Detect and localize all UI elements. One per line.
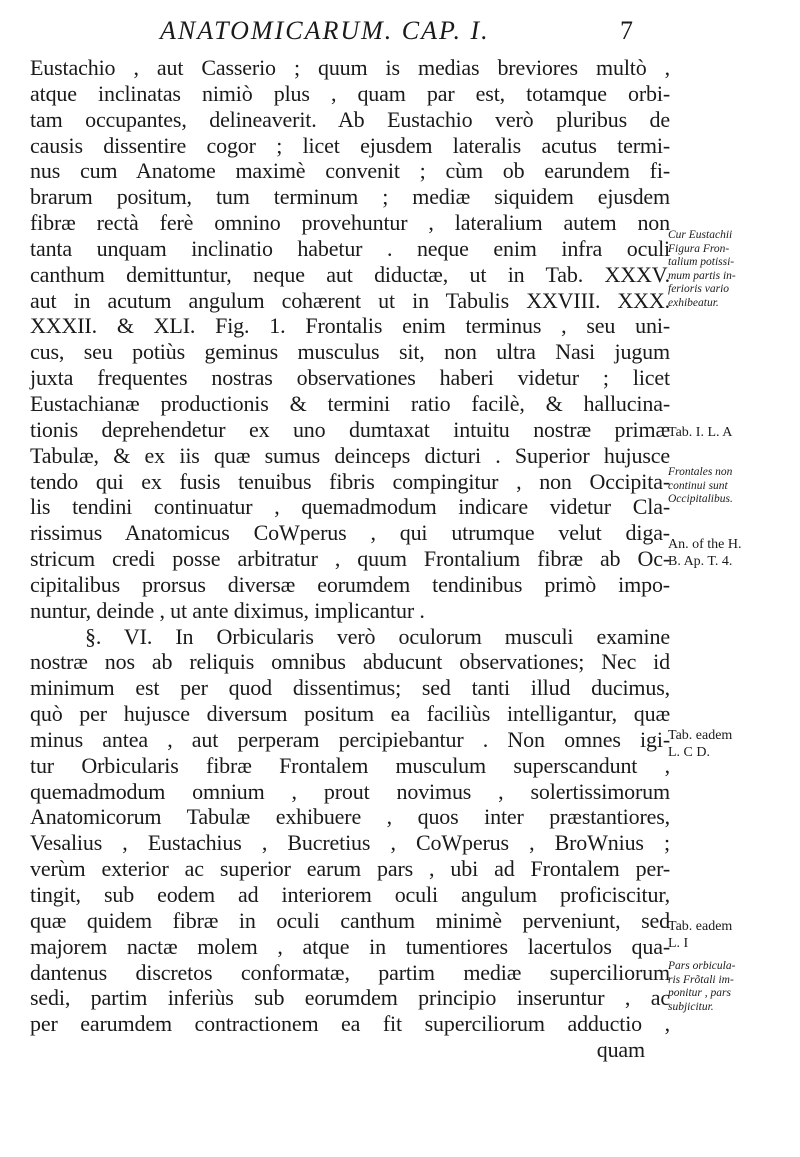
section-heading-line: §. VI. In Orbicularis verò oculorum musculi examine xyxy=(85,623,670,649)
text-line: nus cum Anatome maximè convenit ; cùm ob earundem fi- xyxy=(30,158,670,184)
text-line: minimum est per quod dissentimus; sed tanti illud ducimus, xyxy=(30,675,670,701)
text-line: aut in acutum angulum cohærent ut in Tabulis XXVIII. XXX. xyxy=(30,287,670,313)
body-text xyxy=(30,55,670,1063)
margin-note xyxy=(668,727,796,761)
text-line: tur Orbicularis fibræ Frontalem musculum superscandunt , xyxy=(30,752,670,778)
catchword: quam xyxy=(596,1037,645,1063)
margin-note xyxy=(668,229,796,310)
text-line: Anatomicorum Tabulæ exhibuere , quos inter præstantiores, xyxy=(30,804,670,830)
text-line: causis dissentire cogor ; licet ejusdem lateralis acutus termi- xyxy=(30,132,670,158)
margin-note-line: Figura Fron- xyxy=(668,242,730,255)
text-line: Tabulæ, & ex iis quæ sumus deinceps dicturi . Superior hujusce xyxy=(30,442,670,468)
text-line: sedi, partim inferiùs sub eorumdem principio inseruntur , ac xyxy=(30,985,670,1011)
margin-note xyxy=(668,918,796,952)
text-line: lis tendini continuatur , quemadmodum indicare videtur Cla- xyxy=(30,494,670,520)
text-line: cus, seu potiùs geminus musculus sit, non ultra Nasi jugum xyxy=(30,339,670,365)
margin-note-line: mum partis in- xyxy=(668,269,736,282)
margin-note-line: An. of the H. xyxy=(668,537,742,552)
text-line: tingit, sub eodem ad interiorem oculi angulum proficiscitur, xyxy=(30,882,670,907)
text-line: tionis deprehendetur ex uno dumtaxat intuitu nostræ primæ xyxy=(30,416,670,442)
text-line: XXXII. & XLI. Fig. 1. Frontalis enim terminus , seu uni- xyxy=(30,313,670,339)
text-line: juxta frequentes nostras observationes haberi videtur ; licet xyxy=(30,365,670,391)
text-line: quemadmodum omnium , prout novimus , solertissimorum xyxy=(30,778,670,804)
text-line: nostræ nos ab reliquis omnibus abducunt observationes; Nec id xyxy=(30,649,670,675)
margin-note-line: Tab. I. L. A xyxy=(668,425,733,440)
margin-note-line: L. I xyxy=(668,936,689,951)
text-line: rissimus Anatomicus CoWperus , qui utrumque velut diga- xyxy=(30,520,670,546)
text-line: Eustachianæ productionis & termini ratio facilè, & hallucina- xyxy=(30,390,670,416)
margin-note xyxy=(668,960,796,1014)
text-line: verùm exterior ac superior earum pars , ubi ad Frontalem per- xyxy=(30,856,670,882)
margin-note-line: Frontales non xyxy=(668,466,733,478)
margin-note xyxy=(668,466,796,507)
text-line: nuntur, deinde , ut ante diximus, implicantur . xyxy=(30,597,425,623)
margin-note-line: B. Ap. T. 4. xyxy=(668,554,733,569)
margin-note-line: talium potissi- xyxy=(668,256,735,268)
margin-note xyxy=(668,536,796,570)
text-line: cipitalibus prorsus diversæ eorumdem tendinibus primò impo- xyxy=(30,571,670,597)
text-line: stricum credi posse arbitratur , quum Frontalium fibræ ab Oc- xyxy=(30,546,670,572)
text-line: Vesalius , Eustachius , Bucretius , CoWperus , BroWnius ; xyxy=(30,830,670,856)
margin-note-line: ferioris vario xyxy=(668,283,730,295)
text-line: tam occupantes, delineaverit. Ab Eustachio verò pluribus de xyxy=(30,106,670,132)
page-number: 7 xyxy=(620,16,633,45)
text-line: minus antea , aut perperam percipiebantur . Non omnes igi- xyxy=(30,726,670,752)
margin-note-line: ponitur , pars xyxy=(668,987,731,999)
margin-note-line: ris Frõtali im- xyxy=(668,973,734,986)
text-line: tanta unquam inclinatio habetur . neque enim infra oculi xyxy=(30,235,670,261)
text-line: Eustachio , aut Casserio ; quum is medias breviores multò , xyxy=(30,55,670,80)
text-line: atque inclinatas nimiò plus , quam par est, totamque orbi- xyxy=(30,80,670,106)
margin-note-line: Tab. eadem xyxy=(668,728,733,743)
text-line: canthum demittuntur, neque aut diductæ, ut in Tab. XXXV. xyxy=(30,261,670,287)
text-line: fibræ rectà ferè omnino provehuntur , lateralium autem non xyxy=(30,210,670,236)
text-line: dantenus discretos conformatæ, partim mediæ superciliorum xyxy=(30,959,670,985)
text-line: quæ quidem fibræ in oculi canthum minimè perveniunt, sed xyxy=(30,907,670,933)
running-head: ANATOMICARUM. CAP. I. xyxy=(160,16,490,45)
margin-note-line: L. C D. xyxy=(668,745,710,760)
text-line: tendo qui ex fusis tenuibus fibris compingitur , non Occipita- xyxy=(30,468,670,494)
margin-note-line: Pars orbicula- xyxy=(668,960,736,972)
margin-note-line: Occipitalibus. xyxy=(668,493,733,505)
margin-note-line: Cur Eustachii xyxy=(668,229,733,241)
text-line: per earumdem contractionem ea fit superciliorum adductio , xyxy=(30,1011,670,1037)
margin-note-line: exhibeatur. xyxy=(668,296,719,309)
margin-note xyxy=(668,424,796,441)
text-line: quò per hujusce diversum positum ea faciliùs intelligantur, quæ xyxy=(30,701,670,727)
margin-note-line: continui sunt xyxy=(668,479,728,492)
margin-note-line: subjicitur. xyxy=(668,1000,714,1013)
text-line: brarum positum, tum terminum ; mediæ siquidem ejusdem xyxy=(30,184,670,210)
margin-note-line: Tab. eadem xyxy=(668,919,733,934)
text-line: majorem nactæ molem , atque in tumentiores lacertulos qua- xyxy=(30,933,670,959)
